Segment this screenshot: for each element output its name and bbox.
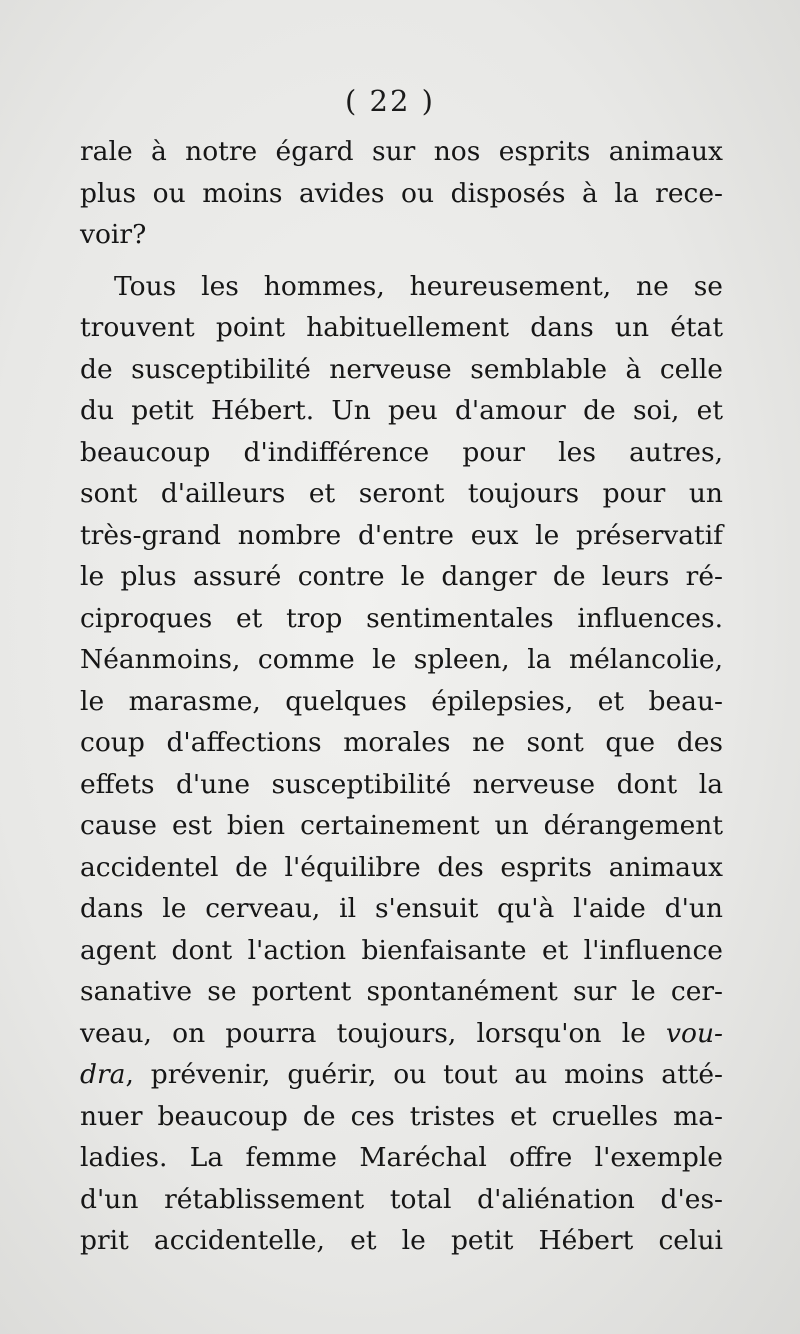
text-line: [80, 1096, 723, 1138]
line-text: trouvent point habituellement dans un état: [80, 312, 723, 343]
line-text: agent dont l'action bienfaisante et l'influence: [80, 934, 723, 966]
line-text: de susceptibilité nerveuse semblable à celle: [80, 353, 723, 385]
text-line: [80, 515, 723, 557]
line-text: Tous les hommes, heureusement, ne se: [114, 270, 723, 302]
italic-word: vou-: [666, 1017, 723, 1049]
line-text: très-grand nombre d'entre eux le préservatif: [80, 519, 723, 551]
text-line: [80, 556, 723, 598]
line-text: sont d'ailleurs et seront toujours pour un: [80, 478, 723, 509]
line-text: , prévenir, guérir, ou tout au moins atté-: [125, 1059, 723, 1090]
italic-word: dra: [80, 1059, 126, 1090]
line-text: le marasme, quelques épilepsies, et beau-: [80, 685, 723, 717]
line-text: beaucoup d'indifférence pour les autres,: [80, 436, 723, 468]
text-line: [80, 266, 723, 308]
text-line: [80, 1137, 723, 1179]
line-text: dans le cerveau, il s'ensuit qu'à l'aide d'un: [80, 893, 723, 924]
text-line: [80, 1013, 723, 1055]
line-text: effets d'une susceptibilité nerveuse dont la: [80, 768, 723, 800]
text-line: [80, 805, 723, 847]
text-line: [80, 349, 723, 391]
line-text: prit accidentelle, et le petit Hébert celui: [80, 1225, 723, 1256]
page-number: ( 22 ): [345, 84, 435, 118]
line-text: rale à notre égard sur nos esprits animaux: [80, 136, 723, 167]
text-line: [80, 722, 723, 764]
text-line: [80, 214, 723, 256]
body-text: [80, 131, 723, 1262]
text-line: [80, 930, 723, 972]
text-line: [80, 1179, 723, 1221]
line-text: d'un rétablissement total d'aliénation d'es-: [80, 1183, 723, 1215]
line-text: ciproques et trop sentimentales influences.: [80, 602, 723, 634]
line-text: accidentel de l'équilibre des esprits animaux: [80, 851, 723, 883]
text-line: [80, 432, 723, 474]
line-text: ladies. La femme Maréchal offre l'exemple: [80, 1142, 723, 1173]
line-text: cause est bien certainement un dérangement: [80, 810, 723, 841]
text-line: [80, 971, 723, 1013]
text-line: [80, 681, 723, 723]
line-text: veau, on pourra toujours, lorsqu'on le: [80, 1017, 667, 1049]
text-line: [80, 847, 723, 889]
line-text: sanative se portent spontanément sur le cer-: [80, 976, 723, 1007]
text-line: [80, 888, 723, 930]
text-line: [80, 598, 723, 640]
line-text: Néanmoins, comme le spleen, la mélancolie,: [80, 644, 723, 675]
text-line: [80, 1220, 723, 1262]
text-line: [80, 390, 723, 432]
text-line: [80, 173, 723, 215]
line-text: le plus assuré contre le danger de leurs ré-: [80, 561, 723, 592]
line-text: du petit Hébert. Un peu d'amour de soi, et: [80, 395, 723, 426]
text-line: [80, 639, 723, 681]
text-line: [80, 764, 723, 806]
line-text: nuer beaucoup de ces tristes et cruelles ma-: [80, 1100, 723, 1132]
line-text: plus ou moins avides ou disposés à la rece-: [80, 177, 723, 209]
line-text: coup d'affections morales ne sont que des: [80, 727, 723, 758]
line-text: voir?: [80, 219, 147, 250]
text-line: [80, 473, 723, 515]
text-line: [80, 307, 723, 349]
text-line: [80, 1054, 723, 1096]
text-line: [80, 131, 723, 173]
